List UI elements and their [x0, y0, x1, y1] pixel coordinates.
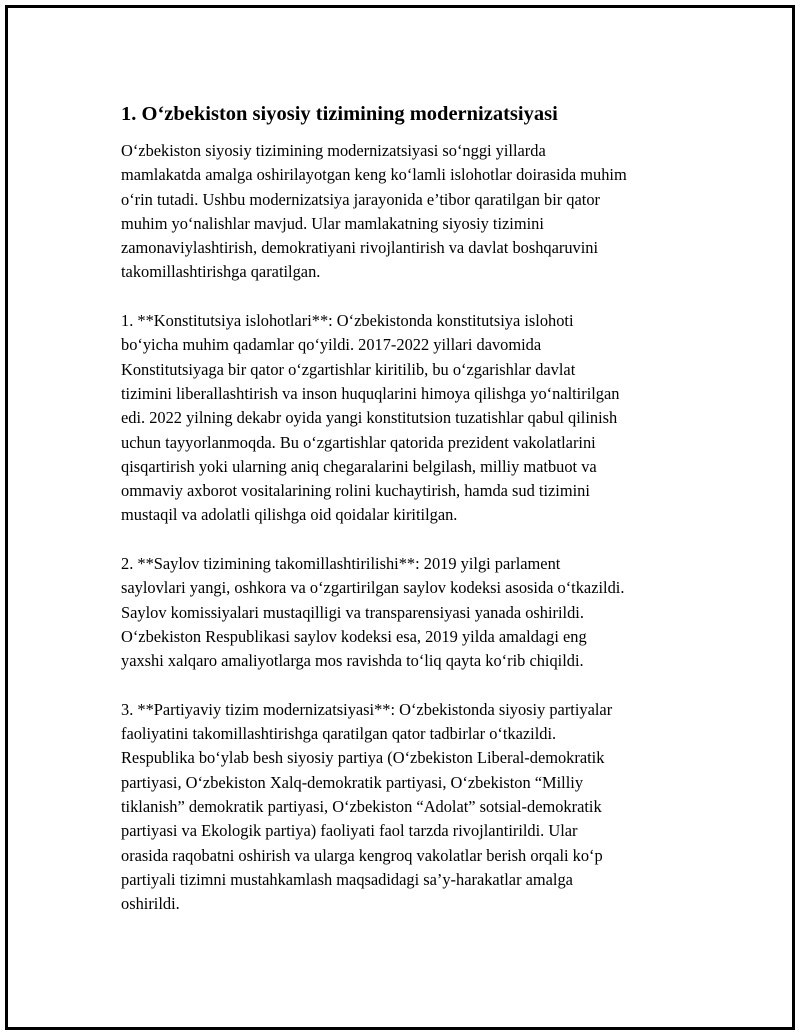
page-title: 1. O‘zbekiston siyosiy tizimining modernizatsiyasi: [121, 103, 558, 125]
paragraph-party-system: 3. **Partiyaviy tizim modernizatsiyasi**: O‘zbekistonda siyosiy partiyalar faoliyatini takomillashtirishga qaratilgan qator tadbirlar o‘tkazildi. Respublika bo‘ylab besh siyosiy partiya (O‘zbekiston Liberal-demokratik partiyasi, O‘zbekiston Xalq-demokratik partiyasi, O‘zbekiston “Milliy tiklanish” demokratik partiyasi, O‘zbekiston “Adolat” sotsial-demokratik partiyasi va Ekologik partiya) faoliyati faol tarzda rivojlantirildi. Ular orasida raqobatni oshirish va ularga kengroq vakolatlar berish orqali ko‘p partiyali tizimni mustahkamlash maqsadidagi sa’y-harakatlar amalga oshirildi.: [121, 699, 613, 914]
paragraph-constitution-reforms: 1. **Konstitutsiya islohotlari**: O‘zbekistonda konstitutsiya islohoti bo‘yicha muhim qadamlar qo‘yildi. 2017-2022 yillari davomida Konstitutsiyaga bir qator o‘zgartishlar kiritilib, bu o‘zgarishlar davlat tizimini liberallashtirish va inson huquqlarini himoya qilishga yo‘naltirilgan edi. 2022 yilning dekabr oyida yangi konstitutsion tuzatishlar qabul qilinish uchun tayyorlanmoqda. Bu o‘zgartishlar qatorida prezident vakolatlarini qisqartirish yoki ularning aniq chegaralarini belgilash, milliy matbuot va ommaviy axborot vositalarining rolini kuchaytirish, hamda sud tizimini mustaqil va adolatli qilishga oid qoidalar kiritilgan.: [121, 311, 620, 525]
paragraph-election-system: 2. **Saylov tizimining takomillashtirilishi**: 2019 yilgi parlament saylovlari yangi, oshkora va o‘zgartirilgan saylov kodeksi asosida o‘tkazildi. Saylov komissiyalari mustaqilligi va transparensiyasi yanada oshirildi. O‘zbekiston Respublikasi saylov kodeksi esa, 2019 yilda amaldagi eng yaxshi xalqaro amaliyotlarga mos ravishda to‘liq qayta ko‘rib chiqildi.: [121, 554, 625, 671]
document-body: [121, 101, 701, 941]
intro-paragraph: O‘zbekiston siyosiy tizimining modernizatsiyasi so‘nggi yillarda mamlakatda amalga oshirilayotgan keng ko‘lamli islohotlar doirasida muhim o‘rin tutadi. Ushbu modernizatsiya jarayonida e’tibor qaratilgan bir qator muhim yo‘nalishlar mavjud. Ular mamlakatning siyosiy tizimini zamonaviylashtirish, demokratiyani rivojlantirish va davlat boshqaruvini takomillashtirishga qaratilgan.: [121, 141, 627, 282]
page-frame: [5, 5, 795, 1030]
